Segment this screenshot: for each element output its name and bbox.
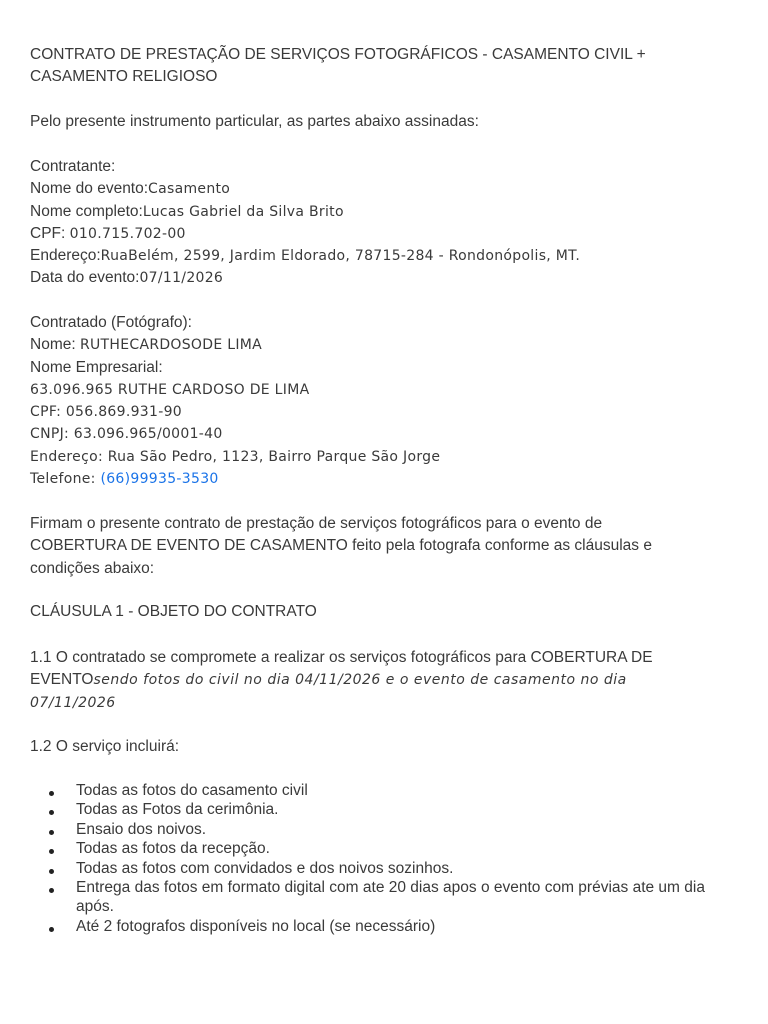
contratante-evento bbox=[30, 178, 742, 200]
item-1-1-line-2 bbox=[30, 669, 742, 691]
clausula-1-heading bbox=[30, 601, 742, 623]
contratante-heading: Contratante: bbox=[30, 158, 116, 175]
title-line-2: CASAMENTO RELIGIOSO bbox=[30, 68, 218, 86]
bullet-icon bbox=[49, 869, 54, 874]
firmam-line-2: COBERTURA DE EVENTO DE CASAMENTO feito pela fotografa conforme as cláusulas e bbox=[30, 537, 652, 555]
telefone-label: Telefone: bbox=[30, 471, 96, 488]
contract-title bbox=[30, 44, 742, 89]
nome-label: Nome completo: bbox=[30, 202, 143, 220]
contratado-heading: Contratado (Fotógrafo): bbox=[30, 314, 192, 331]
title-line-1: CONTRATO DE PRESTAÇÃO DE SERVIÇOS FOTOGRÁFICOS - CASAMENTO CIVIL + bbox=[30, 46, 646, 63]
item-1-1-italic: sendo fotos do civil no dia 04/11/2026 e o evento de casamento no dia bbox=[93, 672, 627, 689]
contratante-endereco bbox=[30, 245, 742, 267]
contratado-empresarial-label: Nome Empresarial: bbox=[30, 358, 163, 376]
firmam-line-3: condições abaixo: bbox=[30, 559, 155, 577]
bullet-icon bbox=[49, 888, 54, 893]
item-1-1 bbox=[30, 647, 742, 714]
evento-label: Nome do evento: bbox=[30, 180, 149, 198]
list-item: Entrega das fotos em formato digital com ate 20 dias apos o evento com prévias ate um dia após. bbox=[30, 878, 742, 917]
bullet-icon bbox=[49, 791, 54, 796]
firmam-line-1: Firmam o presente contrato de prestação de serviços fotográficos para o evento de bbox=[30, 515, 603, 532]
contratante-data bbox=[30, 267, 742, 289]
contratado-section bbox=[30, 312, 742, 490]
contratante-cpf bbox=[30, 223, 742, 245]
contratado-nome-label: Nome: bbox=[30, 336, 76, 354]
item-1-2-text: 1.2 O serviço incluirá: bbox=[30, 738, 180, 755]
intro-paragraph bbox=[30, 111, 742, 133]
contratado-nome-value: RUTHECARDOSODE LIMA bbox=[79, 337, 263, 354]
telefone-link[interactable]: (66)99935-3530 bbox=[100, 471, 219, 488]
intro-text: Pelo presente instrumento particular, as partes abaixo assinadas: bbox=[30, 113, 479, 130]
contratante-nome bbox=[30, 201, 742, 223]
contratado-nome bbox=[30, 334, 742, 356]
contratado-endereco: Endereço: Rua São Pedro, 1123, Bairro Parque São Jorge bbox=[30, 448, 441, 465]
contratado-cpf: CPF: 056.869.931-90 bbox=[30, 404, 182, 421]
item-1-1-line-1: 1.1 O contratado se compromete a realizar os serviços fotográficos para COBERTURA DE bbox=[30, 649, 653, 666]
clausula-1-title: CLÁUSULA 1 - OBJETO DO CONTRATO bbox=[30, 603, 317, 620]
list-item: Todas as fotos da recepção. bbox=[30, 839, 742, 858]
contratante-section bbox=[30, 156, 742, 290]
item-1-1-evento: EVENTO bbox=[30, 671, 94, 689]
servicos-list-wrapper bbox=[30, 781, 742, 936]
item-1-2 bbox=[30, 736, 742, 758]
contratado-empresarial-value: 63.096.965 RUTHE CARDOSO DE LIMA bbox=[30, 381, 310, 398]
list-item: Todas as fotos com convidados e dos noivos sozinhos. bbox=[30, 859, 742, 878]
evento-value: Casamento bbox=[148, 181, 231, 198]
contratado-cnpj: CNPJ: 63.096.965/0001-40 bbox=[30, 426, 223, 443]
bullet-icon bbox=[49, 830, 54, 835]
data-value: 07/11/2026 bbox=[139, 270, 224, 287]
list-item: Até 2 fotografos disponíveis no local (se necessário) bbox=[30, 917, 742, 936]
bullet-icon bbox=[49, 927, 54, 932]
nome-value: Lucas Gabriel da Silva Brito bbox=[142, 203, 344, 220]
list-item: Ensaio dos noivos. bbox=[30, 820, 742, 839]
list-item: Todas as fotos do casamento civil bbox=[30, 781, 742, 800]
firmam-paragraph bbox=[30, 513, 742, 580]
bullet-icon bbox=[49, 810, 54, 815]
endereco-value: RuaBelém, 2599, Jardim Eldorado, 78715-284 - Rondonópolis, MT. bbox=[100, 248, 581, 265]
data-label: Data do evento: bbox=[30, 269, 140, 287]
bullet-icon bbox=[49, 849, 54, 854]
item-1-1-line-3: 07/11/2026 bbox=[30, 694, 116, 711]
servicos-list bbox=[30, 781, 742, 936]
endereco-label: Endereço: bbox=[30, 247, 101, 265]
cpf-label: CPF: bbox=[30, 224, 66, 242]
cpf-value: 010.715.702-00 bbox=[69, 225, 186, 242]
list-item: Todas as Fotos da cerimônia. bbox=[30, 800, 742, 819]
contratado-telefone bbox=[30, 468, 742, 490]
